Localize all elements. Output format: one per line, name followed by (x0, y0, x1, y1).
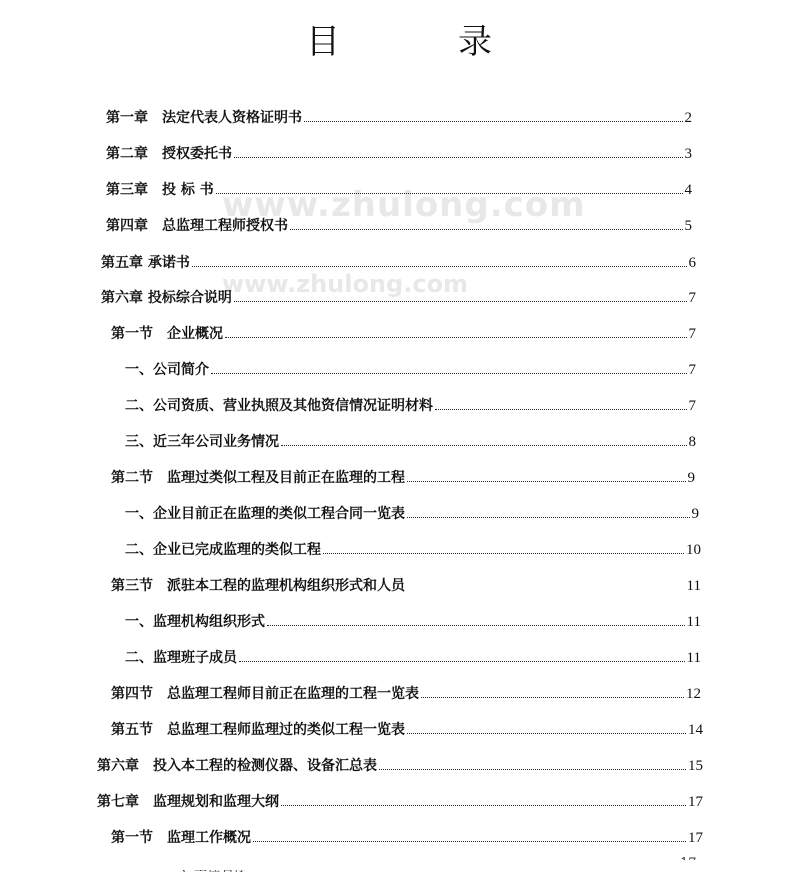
dot-leader (323, 553, 684, 554)
toc-entry-label: 第三章 投 标 书 (106, 182, 214, 198)
toc-entry-label: 第四章 总监理工程师授权书 (106, 218, 288, 234)
toc-entry-label: 一、企业目前正在监理的类似工程合同一览表 (125, 506, 405, 522)
toc-entry-page: 7 (688, 326, 696, 342)
toc-entry[interactable] (125, 360, 696, 380)
toc-entry-page: 9 (691, 506, 699, 522)
toc-entry-label: 第六章 投标综合说明 (101, 290, 232, 306)
toc-entry-label: 第一节 监理工作概况 (111, 830, 251, 846)
toc-entry-page: 9 (687, 470, 695, 486)
toc-entry-label: 一、监理机构组织形式 (125, 614, 265, 630)
toc-entry-label: 二、企业已完成监理的类似工程 (125, 542, 321, 558)
toc-entry-label: 第五章 承诺书 (101, 255, 190, 271)
dot-leader (234, 157, 683, 158)
toc-entry-label: 第一章 法定代表人资格证明书 (106, 110, 302, 126)
toc-entry-page: 15 (688, 758, 703, 774)
toc-entry-page: 6 (688, 255, 696, 271)
dot-leader (253, 841, 686, 842)
toc-entry-label: 第二章 授权委托书 (106, 146, 232, 162)
toc-entry-page: 5 (684, 218, 692, 234)
toc-entry[interactable] (111, 684, 701, 704)
toc-entry[interactable] (125, 540, 701, 560)
toc-entry[interactable] (106, 216, 692, 236)
toc-entry[interactable] (125, 432, 696, 452)
toc-entry[interactable] (125, 504, 699, 524)
toc-entry[interactable] (106, 108, 692, 128)
toc-entry-page: 17 (688, 830, 703, 846)
dot-leader (216, 193, 683, 194)
toc-entry-label: 第七章 监理规划和监理大纲 (97, 794, 279, 810)
toc-entry-label: 第六章 投入本工程的检测仪器、设备汇总表 (97, 758, 377, 774)
toc-entry[interactable] (125, 396, 696, 416)
toc-entry[interactable] (97, 792, 703, 812)
toc-entry[interactable] (125, 612, 701, 632)
toc-entry-page: 2 (684, 110, 692, 126)
toc-entry[interactable] (111, 468, 695, 488)
toc-entry-page: 17 (688, 794, 703, 810)
page-cut-edge (0, 860, 798, 870)
toc-entry-label: 三、近三年公司业务情况 (125, 434, 279, 450)
toc-entry[interactable] (106, 180, 692, 200)
dot-leader (304, 121, 683, 122)
watermark-line2: www.zhulong.com (222, 270, 469, 298)
toc-entry-page: 3 (684, 146, 692, 162)
dot-leader (407, 481, 686, 482)
dot-leader (281, 445, 687, 446)
toc-entry[interactable] (111, 324, 696, 344)
dot-leader (281, 805, 686, 806)
toc-entry-page: 12 (686, 686, 701, 702)
watermark-line1: www.zhulong.com (222, 185, 586, 225)
toc-entry-label: 第四节 总监理工程师目前正在监理的工程一览表 (111, 686, 419, 702)
dot-leader (379, 769, 686, 770)
toc-entry-page: 8 (688, 434, 696, 450)
toc-entry[interactable] (111, 828, 703, 848)
toc-entry-page: 11 (686, 650, 701, 666)
toc-entry-page: 4 (684, 182, 692, 198)
toc-entry[interactable] (111, 720, 703, 740)
toc-entry-page: 11 (686, 614, 701, 630)
toc-entry-page: 11 (686, 578, 701, 594)
dot-leader (234, 301, 687, 302)
toc-entry-page: 7 (688, 362, 696, 378)
toc-entry-label: 第二节 监理过类似工程及目前正在监理的工程 (111, 470, 405, 486)
dot-leader (421, 697, 684, 698)
toc-entry-label: 一、公司简介 (125, 362, 209, 378)
toc-entry-label: 第五节 总监理工程师监理过的类似工程一览表 (111, 722, 405, 738)
page-title: 目 录 (306, 22, 534, 62)
dot-leader (290, 229, 683, 230)
toc-entry-label: 第一节 企业概况 (111, 326, 223, 342)
toc-entry-page: 10 (686, 542, 701, 558)
toc-entry-page: 7 (688, 290, 696, 306)
dot-leader (407, 517, 690, 518)
toc-entry-page: 14 (688, 722, 703, 738)
toc-entry-label: 二、监理班子成员 (125, 650, 237, 666)
toc-entry-label: 二、公司资质、营业执照及其他资信情况证明材料 (125, 398, 433, 414)
dot-leader (267, 625, 685, 626)
dot-leader (407, 733, 686, 734)
dot-leader (239, 661, 685, 662)
dot-leader (192, 266, 687, 267)
toc-entry[interactable] (101, 288, 696, 308)
toc-entry-page: 7 (688, 398, 696, 414)
toc-entry[interactable] (111, 576, 701, 596)
dot-leader (225, 337, 687, 338)
toc-entry[interactable] (125, 648, 701, 668)
toc-entry-label: 第三节 派驻本工程的监理机构组织形式和人员 (111, 578, 405, 594)
toc-entry[interactable] (101, 253, 696, 273)
dot-leader (435, 409, 687, 410)
toc-entry[interactable] (97, 756, 703, 776)
toc-entry[interactable] (106, 144, 692, 164)
dot-leader (211, 373, 687, 374)
dot-leader (407, 589, 685, 590)
